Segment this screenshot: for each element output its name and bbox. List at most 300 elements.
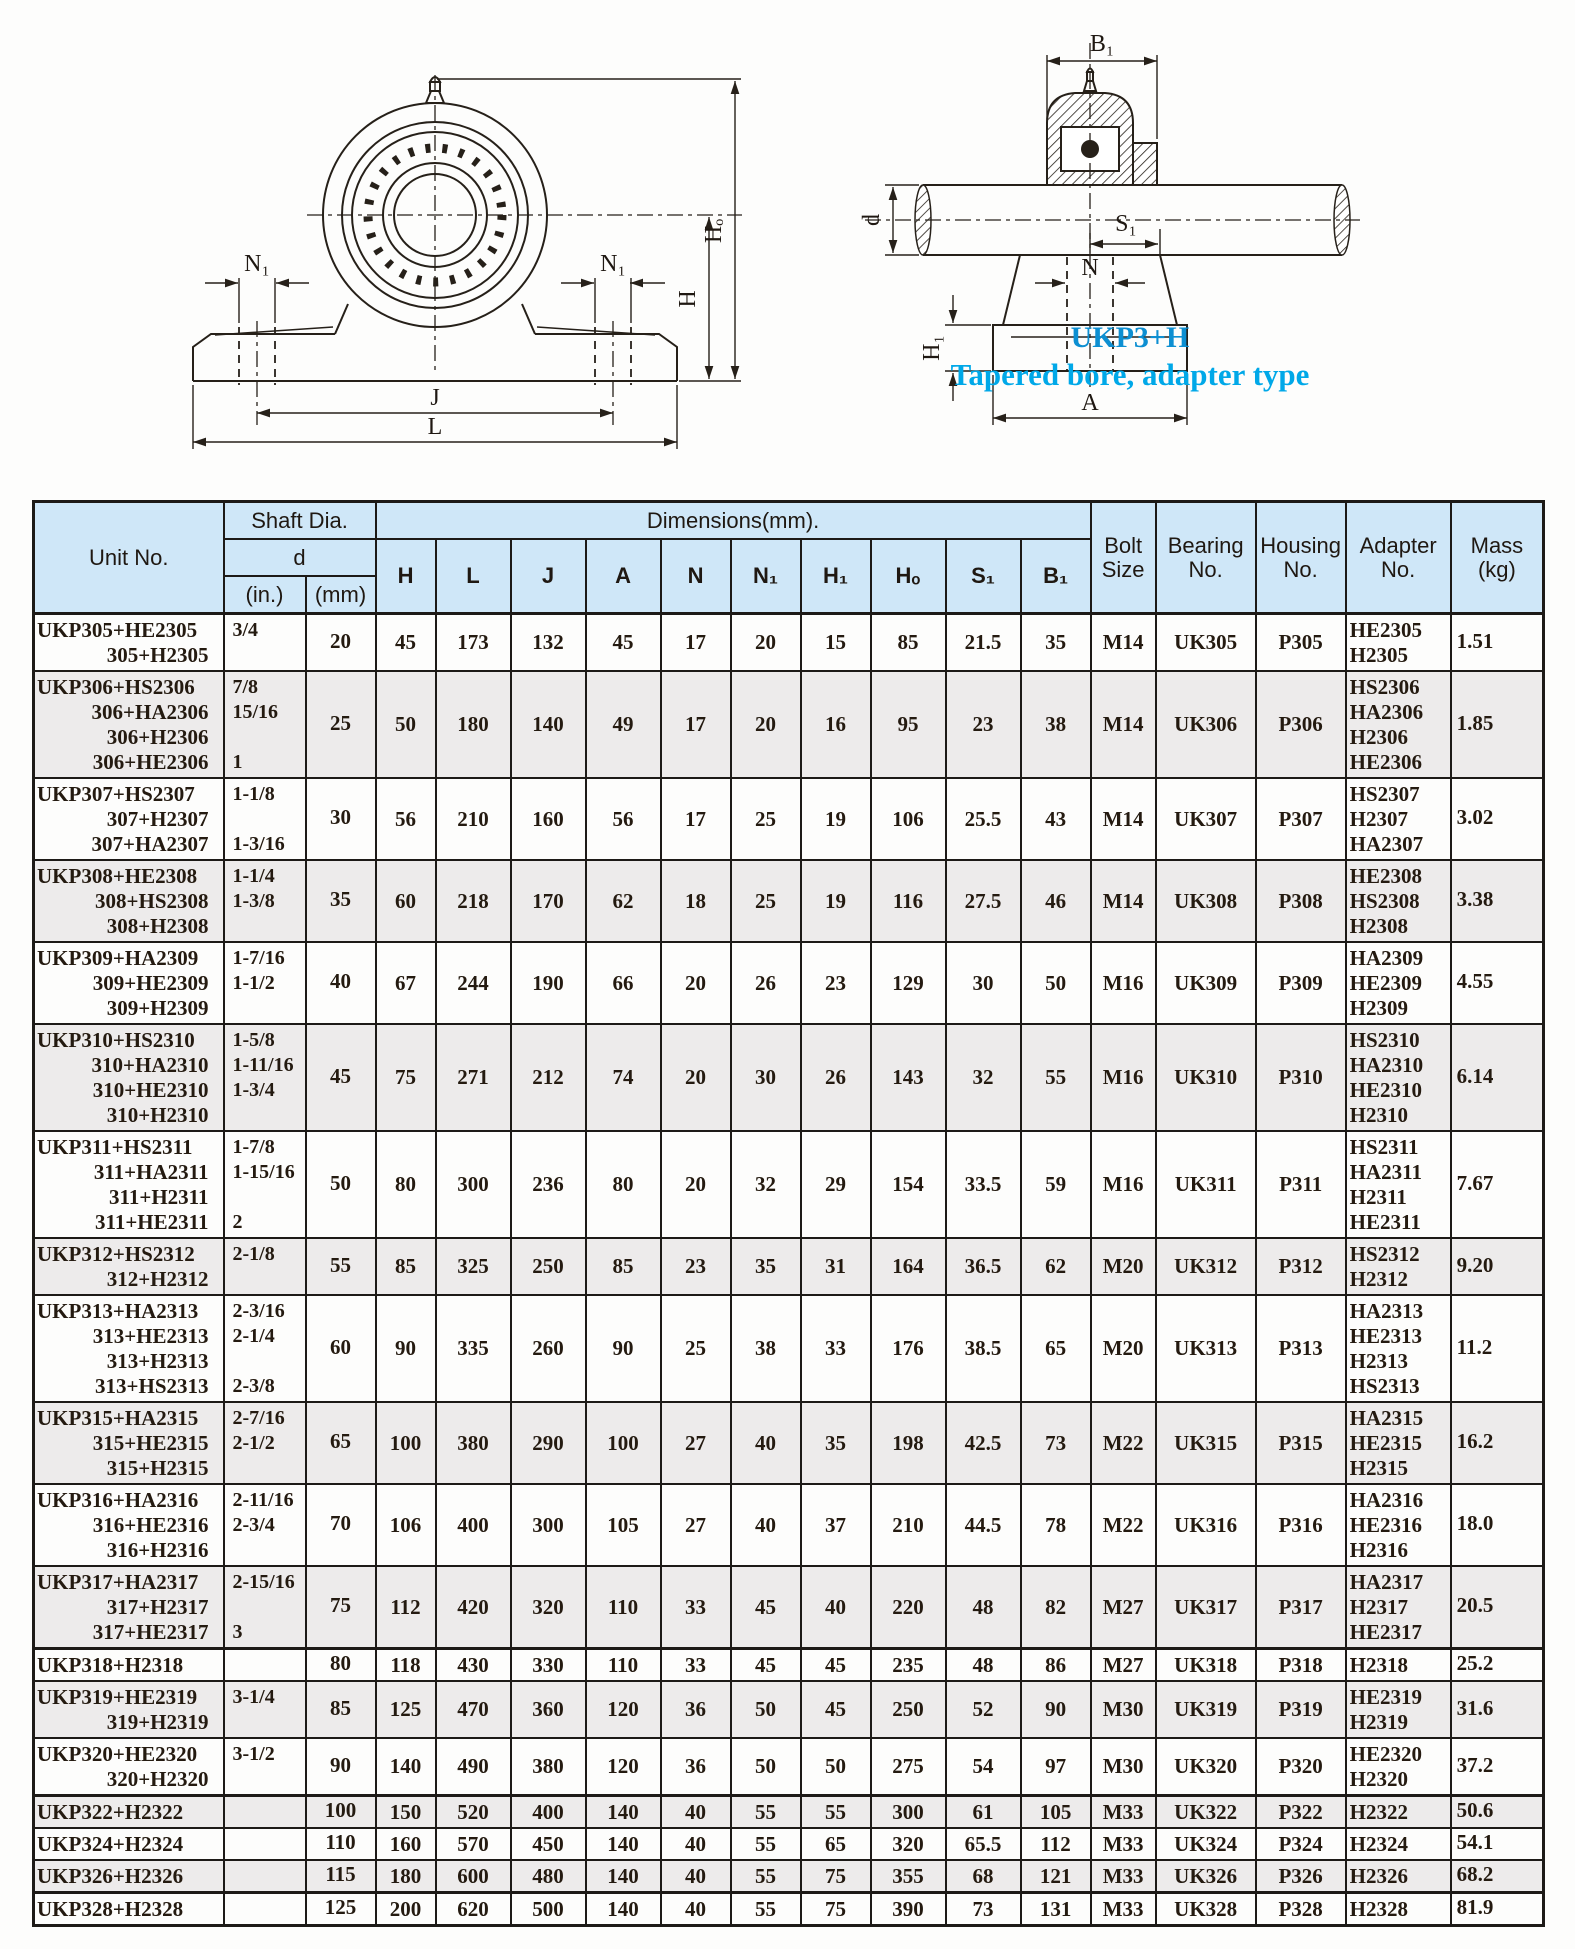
dim-n1-cell: 55: [731, 1796, 801, 1829]
dim-b1-cell: 55: [1021, 1024, 1091, 1131]
shaft-dia-mm-value: 85: [330, 1695, 351, 1720]
shaft-dia-in-cell: [224, 942, 306, 1024]
shaft-dia-in-line: [225, 1185, 305, 1210]
unit-no-cell: [34, 778, 224, 860]
adapter-no-line: HE2310: [1349, 1078, 1422, 1102]
mass-cell: [1451, 1649, 1544, 1682]
adapter-no-line: HA2311: [1349, 1160, 1422, 1184]
dim-n1-cell: 20: [731, 614, 801, 672]
bearing-no-cell: UK319: [1156, 1681, 1256, 1738]
shaft-dia-in-line: [225, 1800, 305, 1825]
dim-h0-cell: 355: [871, 1860, 946, 1893]
shaft-dia-mm-value: 35: [330, 887, 351, 911]
table-body: [34, 614, 1544, 1926]
unit-no-line: UKP315+HA2315: [37, 1406, 199, 1430]
shaft-dia-in-line: 2-3/4: [232, 1514, 275, 1536]
shaft-dia-mm-value: 40: [330, 969, 351, 993]
mass-value: 18.0: [1456, 1511, 1494, 1535]
mass-cell: [1451, 860, 1544, 942]
adapter-no-line: H2308: [1349, 914, 1408, 938]
dim-n-cell: 36: [661, 1681, 731, 1738]
mass-cell: [1451, 614, 1544, 672]
shaft-dia-in-line: 1-1/2: [232, 972, 275, 994]
dim-h1-cell: 15: [801, 614, 871, 672]
header-dim-h0: Hₒ: [871, 539, 946, 614]
shaft-dia-mm-value: 60: [330, 1334, 351, 1359]
dim-l-cell: 470: [436, 1681, 511, 1738]
shaft-dia-mm-cell: [306, 1796, 376, 1829]
mass-cell: [1451, 942, 1544, 1024]
dim-a-cell: 80: [586, 1131, 661, 1238]
unit-no-line: UKP324+H2324: [37, 1832, 184, 1856]
adapter-no-line: HE2305: [1349, 618, 1422, 642]
dim-h0-cell: 210: [871, 1484, 946, 1566]
bolt-size-cell: M22: [1091, 1402, 1156, 1484]
header-unit-no: Unit No.: [34, 502, 224, 614]
dim-n-cell: 20: [661, 1131, 731, 1238]
dimension-lines: [193, 79, 741, 449]
header-dim-l: L: [436, 539, 511, 614]
shaft-dia-in-cell: [224, 614, 306, 672]
shaft-dia-mm-value: 125: [324, 1895, 357, 1919]
unit-no-line: 313+HE2313: [92, 1324, 209, 1348]
dim-n1-cell: 25: [731, 860, 801, 942]
dim-h0-cell: 320: [871, 1828, 946, 1860]
adapter-no-line: HE2317: [1349, 1620, 1422, 1644]
unit-no-line: UKP308+HE2308: [37, 864, 198, 888]
dim-j-cell: 450: [511, 1828, 586, 1860]
adapter-no-line: HA2313: [1349, 1299, 1424, 1323]
shaft-dia-in-cell: [224, 1828, 306, 1860]
bearing-no-cell: UK312: [1156, 1238, 1256, 1295]
unit-no-line: 308+HS2308: [95, 889, 209, 913]
header-dim-h1: H₁: [801, 539, 871, 614]
dim-n1-cell: 35: [731, 1238, 801, 1295]
dimension-table: [32, 500, 1545, 1927]
dim-h0-cell: 220: [871, 1566, 946, 1649]
dim-l-cell: 570: [436, 1828, 511, 1860]
unit-no-line: 317+HE2317: [92, 1620, 209, 1644]
shaft-dia-in-line: [225, 1595, 305, 1620]
dim-j-cell: 140: [511, 671, 586, 778]
header-housing-no: Housing No.: [1256, 502, 1346, 614]
unit-no-line: 316+H2316: [106, 1538, 209, 1562]
shaft-dia-mm-cell: [306, 1024, 376, 1131]
shaft-dia-in-cell: [224, 860, 306, 942]
mass-cell: [1451, 671, 1544, 778]
adapter-no-line: H2316: [1349, 1538, 1408, 1562]
adapter-no-cell: [1346, 1681, 1451, 1738]
unit-no-cell: [34, 1649, 224, 1682]
adapter-no-line: HS2311: [1349, 1135, 1419, 1159]
dim-h1-cell: 45: [801, 1681, 871, 1738]
shaft-dia-in-line: 1-1/4: [232, 865, 275, 887]
mass-value: 50.6: [1456, 1798, 1494, 1822]
dim-j-cell: 190: [511, 942, 586, 1024]
mass-cell: [1451, 1238, 1544, 1295]
header-dim-j: J: [511, 539, 586, 614]
shaft-dia-in-line: 2-11/16: [232, 1489, 294, 1511]
dim-n-cell: 27: [661, 1484, 731, 1566]
unit-no-line: UKP320+HE2320: [37, 1742, 198, 1766]
header-dimensions: Dimensions(mm).: [376, 502, 1091, 540]
dim-n1-cell: 26: [731, 942, 801, 1024]
dim-label-d: d: [859, 214, 885, 226]
shaft-dia-in-line: [225, 1864, 305, 1889]
dim-n1-cell: 20: [731, 671, 801, 778]
dim-label-b1: B₁: [1089, 31, 1115, 57]
adapter-no-line: HA2310: [1349, 1053, 1424, 1077]
adapter-no-cell: [1346, 1238, 1451, 1295]
shaft-dia-in-cell: [224, 1860, 306, 1893]
front-dim-labels: [244, 219, 727, 440]
shaft-dia-mm-cell: [306, 1681, 376, 1738]
shaft-dia-mm-value: 100: [324, 1798, 357, 1822]
dim-a-cell: 90: [586, 1295, 661, 1402]
shaft-dia-in-line: [225, 914, 305, 939]
mass-cell: [1451, 778, 1544, 860]
adapter-no-line: HE2309: [1349, 971, 1422, 995]
dim-n-cell: 33: [661, 1649, 731, 1682]
dim-h-cell: 100: [376, 1402, 436, 1484]
dim-n-cell: 23: [661, 1238, 731, 1295]
table-row: [34, 671, 1544, 778]
shaft-dia-in-line: 1: [232, 751, 243, 773]
dim-l-cell: 380: [436, 1402, 511, 1484]
dim-h0-cell: 275: [871, 1738, 946, 1796]
shaft-dia-mm-cell: [306, 1131, 376, 1238]
dim-j-cell: 320: [511, 1566, 586, 1649]
dim-n-cell: 17: [661, 671, 731, 778]
adapter-no-line: H2324: [1349, 1832, 1408, 1856]
bolt-size-cell: M16: [1091, 942, 1156, 1024]
dim-j-cell: 160: [511, 778, 586, 860]
mass-cell: [1451, 1860, 1544, 1893]
unit-no-line: 309+HE2309: [92, 971, 209, 995]
bearing-no-cell: UK322: [1156, 1796, 1256, 1829]
shaft-dia-in-line: 2-3/8: [232, 1375, 275, 1397]
dim-a-cell: 120: [586, 1681, 661, 1738]
shaft-dia-in-line: [225, 643, 305, 668]
dim-b1-cell: 59: [1021, 1131, 1091, 1238]
mass-value: 7.67: [1456, 1170, 1494, 1195]
dim-a-cell: 66: [586, 942, 661, 1024]
unit-no-line: UKP326+H2326: [37, 1864, 184, 1888]
adapter-no-line: H2326: [1349, 1864, 1408, 1888]
shaft-dia-in-cell: [224, 1738, 306, 1796]
dim-h1-cell: 33: [801, 1295, 871, 1402]
housing-no-cell: P311: [1256, 1131, 1346, 1238]
dim-s1-cell: 32: [946, 1024, 1021, 1131]
shaft-dia-mm-cell: [306, 1238, 376, 1295]
dim-h0-cell: 116: [871, 860, 946, 942]
adapter-no-line: HE2316: [1349, 1513, 1422, 1537]
bolt-size-cell: M30: [1091, 1681, 1156, 1738]
dim-j-cell: 480: [511, 1860, 586, 1893]
dim-j-cell: 290: [511, 1402, 586, 1484]
dim-l-cell: 271: [436, 1024, 511, 1131]
bolt-size-cell: M14: [1091, 614, 1156, 672]
dim-l-cell: 520: [436, 1796, 511, 1829]
header-d: d: [224, 539, 376, 576]
header-shaft-dia: Shaft Dia.: [224, 502, 376, 540]
dim-b1-cell: 97: [1021, 1738, 1091, 1796]
dim-s1-cell: 73: [946, 1893, 1021, 1926]
dim-l-cell: 300: [436, 1131, 511, 1238]
dim-b1-cell: 112: [1021, 1828, 1091, 1860]
dim-s1-cell: 48: [946, 1649, 1021, 1682]
dim-s1-cell: 33.5: [946, 1131, 1021, 1238]
adapter-no-line: H2306: [1349, 725, 1408, 749]
adapter-no-line: HE2315: [1349, 1431, 1422, 1455]
dim-h-cell: 200: [376, 1893, 436, 1926]
dim-label-a: A: [1081, 390, 1099, 416]
unit-no-line: 310+HE2310: [92, 1078, 209, 1102]
dim-s1-cell: 25.5: [946, 778, 1021, 860]
shaft-dia-in-line: 1-7/8: [232, 1136, 275, 1158]
dim-s1-cell: 65.5: [946, 1828, 1021, 1860]
dim-j-cell: 170: [511, 860, 586, 942]
table-row: [34, 860, 1544, 942]
shaft-dia-mm-value: 50: [330, 1170, 351, 1195]
shaft-dia-mm-value: 30: [330, 805, 351, 829]
dim-label-h1: H₁: [919, 335, 945, 361]
adapter-no-cell: [1346, 1796, 1451, 1829]
mass-value: 3.02: [1456, 805, 1494, 829]
unit-no-line: 319+H2319: [106, 1710, 209, 1734]
dim-h1-cell: 19: [801, 778, 871, 860]
dim-l-cell: 620: [436, 1893, 511, 1926]
dim-h-cell: 118: [376, 1649, 436, 1682]
dim-b1-cell: 35: [1021, 614, 1091, 672]
dim-n1-cell: 30: [731, 1024, 801, 1131]
dim-label-h: H: [675, 290, 701, 308]
adapter-no-cell: [1346, 671, 1451, 778]
unit-no-line: 320+H2320: [106, 1767, 209, 1791]
dim-j-cell: 360: [511, 1681, 586, 1738]
shaft-dia-in-line: 2-1/2: [232, 1432, 275, 1454]
housing-no-cell: P308: [1256, 860, 1346, 942]
unit-no-cell: [34, 1828, 224, 1860]
adapter-no-cell: [1346, 1484, 1451, 1566]
shaft-dia-mm-cell: [306, 1738, 376, 1796]
mass-value: 37.2: [1456, 1752, 1494, 1777]
table-row: [34, 1131, 1544, 1238]
bolt-size-cell: M27: [1091, 1566, 1156, 1649]
dim-j-cell: 236: [511, 1131, 586, 1238]
dim-h-cell: 75: [376, 1024, 436, 1131]
adapter-no-line: HA2316: [1349, 1488, 1424, 1512]
dim-n-cell: 18: [661, 860, 731, 942]
dim-n-cell: 20: [661, 942, 731, 1024]
dim-b1-cell: 62: [1021, 1238, 1091, 1295]
dim-j-cell: 212: [511, 1024, 586, 1131]
shaft-dia-in-line: 2-7/16: [232, 1407, 285, 1429]
shaft-dia-in-cell: [224, 778, 306, 860]
dim-h0-cell: 143: [871, 1024, 946, 1131]
table-row: [34, 1681, 1544, 1738]
adapter-no-line: H2313: [1349, 1349, 1408, 1373]
housing-no-cell: P310: [1256, 1024, 1346, 1131]
header-in: (in.): [224, 576, 306, 614]
dim-l-cell: 180: [436, 671, 511, 778]
shaft-dia-in-cell: [224, 1238, 306, 1295]
shaft-dia-in-cell: [224, 1131, 306, 1238]
bolt-size-cell: M14: [1091, 860, 1156, 942]
unit-no-cell: [34, 1131, 224, 1238]
unit-no-line: 313+HS2313: [95, 1374, 209, 1398]
adapter-no-cell: [1346, 1828, 1451, 1860]
dim-h-cell: 80: [376, 1131, 436, 1238]
dim-h0-cell: 176: [871, 1295, 946, 1402]
header-dim-n: N: [661, 539, 731, 614]
unit-no-line: UKP319+HE2319: [37, 1685, 198, 1709]
adapter-no-line: H2305: [1349, 643, 1408, 667]
unit-no-cell: [34, 942, 224, 1024]
shaft-dia-in-line: [225, 1267, 305, 1292]
shaft-dia-mm-value: 65: [330, 1429, 351, 1453]
shaft-dia-in-line: 7/8: [232, 676, 259, 698]
front-view-drawing: [135, 35, 775, 495]
dim-a-cell: 140: [586, 1893, 661, 1926]
shaft-dia-in-line: 1-3/4: [232, 1079, 275, 1101]
table-row: [34, 1295, 1544, 1402]
adapter-no-cell: [1346, 1295, 1451, 1402]
dim-a-cell: 110: [586, 1649, 661, 1682]
shaft-dia-mm-value: 45: [330, 1063, 351, 1088]
dim-h-cell: 67: [376, 942, 436, 1024]
table-header: [34, 502, 1544, 614]
shaft-dia-in-line: 1-3/16: [232, 833, 285, 855]
bolt-size-cell: M16: [1091, 1024, 1156, 1131]
table-row: [34, 1402, 1544, 1484]
shaft-dia-in-cell: [224, 1402, 306, 1484]
dim-b1-cell: 86: [1021, 1649, 1091, 1682]
series-model: UKP3+H: [1070, 321, 1190, 354]
dim-n1-cell: 50: [731, 1681, 801, 1738]
mass-cell: [1451, 1828, 1544, 1860]
unit-no-line: 308+H2308: [106, 914, 209, 938]
unit-no-line: UKP311+HS2311: [37, 1135, 193, 1159]
housing-no-cell: P316: [1256, 1484, 1346, 1566]
header-dim-n1: N₁: [731, 539, 801, 614]
shaft-dia-mm-cell: [306, 614, 376, 672]
adapter-no-line: HA2306: [1349, 700, 1424, 724]
header-dim-h: H: [376, 539, 436, 614]
dim-h1-cell: 31: [801, 1238, 871, 1295]
bolt-size-cell: M33: [1091, 1893, 1156, 1926]
dim-b1-cell: 46: [1021, 860, 1091, 942]
bolt-size-cell: M20: [1091, 1238, 1156, 1295]
adapter-no-line: H2315: [1349, 1456, 1408, 1480]
adapter-no-cell: [1346, 942, 1451, 1024]
mass-cell: [1451, 1796, 1544, 1829]
dim-h1-cell: 26: [801, 1024, 871, 1131]
mass-cell: [1451, 1738, 1544, 1796]
unit-no-line: 307+H2307: [106, 807, 209, 831]
dim-h0-cell: 85: [871, 614, 946, 672]
table-row: [34, 614, 1544, 672]
dim-b1-cell: 82: [1021, 1566, 1091, 1649]
table-row: [34, 1893, 1544, 1926]
dim-h0-cell: 390: [871, 1893, 946, 1926]
adapter-no-line: HA2315: [1349, 1406, 1424, 1430]
dim-a-cell: 110: [586, 1566, 661, 1649]
unit-no-cell: [34, 860, 224, 942]
unit-no-line: 310+HA2310: [91, 1053, 209, 1077]
dim-n-cell: 40: [661, 1860, 731, 1893]
housing-no-cell: P305: [1256, 614, 1346, 672]
dim-n-cell: 17: [661, 614, 731, 672]
dim-a-cell: 140: [586, 1828, 661, 1860]
adapter-no-line: HS2306: [1349, 675, 1420, 699]
adapter-no-cell: [1346, 1649, 1451, 1682]
dim-h-cell: 180: [376, 1860, 436, 1893]
dim-l-cell: 420: [436, 1566, 511, 1649]
adapter-no-line: H2309: [1349, 996, 1408, 1020]
dim-b1-cell: 121: [1021, 1860, 1091, 1893]
table-row: [34, 1238, 1544, 1295]
dim-n-cell: 36: [661, 1738, 731, 1796]
center-lines: [257, 75, 742, 425]
unit-no-line: 310+H2310: [106, 1103, 209, 1127]
dim-n-cell: 20: [661, 1024, 731, 1131]
adapter-no-cell: [1346, 1893, 1451, 1926]
unit-no-line: UKP317+HA2317: [37, 1570, 199, 1594]
shaft-dia-mm-value: 110: [325, 1830, 356, 1854]
adapter-no-line: HS2307: [1349, 782, 1420, 806]
dim-l-cell: 335: [436, 1295, 511, 1402]
adapter-no-line: HA2309: [1349, 946, 1424, 970]
unit-no-cell: [34, 1024, 224, 1131]
shaft-dia-in-line: [225, 1897, 305, 1922]
dim-s1-cell: 44.5: [946, 1484, 1021, 1566]
shaft-dia-mm-cell: [306, 942, 376, 1024]
dim-h1-cell: 50: [801, 1738, 871, 1796]
dim-b1-cell: 90: [1021, 1681, 1091, 1738]
mass-value: 11.2: [1456, 1334, 1493, 1359]
mass-value: 68.2: [1456, 1862, 1494, 1886]
adapter-no-cell: [1346, 1860, 1451, 1893]
header-bolt-size: Bolt Size: [1091, 502, 1156, 614]
housing-no-cell: P317: [1256, 1566, 1346, 1649]
dim-n1-cell: 55: [731, 1860, 801, 1893]
technical-drawings: [0, 0, 1575, 500]
dim-n-cell: 33: [661, 1566, 731, 1649]
dim-h1-cell: 75: [801, 1893, 871, 1926]
dim-h1-cell: 40: [801, 1566, 871, 1649]
dim-b1-cell: 78: [1021, 1484, 1091, 1566]
bolt-size-cell: M30: [1091, 1738, 1156, 1796]
dim-label-j: J: [430, 385, 440, 411]
dim-h1-cell: 19: [801, 860, 871, 942]
shaft-dia-in-line: [225, 1710, 305, 1735]
dim-b1-cell: 73: [1021, 1402, 1091, 1484]
shaft-dia-mm-value: 20: [330, 628, 351, 653]
dim-h1-cell: 75: [801, 1860, 871, 1893]
dim-l-cell: 600: [436, 1860, 511, 1893]
adapter-no-line: H2328: [1349, 1897, 1408, 1921]
unit-no-cell: [34, 1681, 224, 1738]
adapter-no-line: HS2312: [1349, 1242, 1420, 1266]
dim-a-cell: 120: [586, 1738, 661, 1796]
unit-no-line: UKP313+HA2313: [37, 1299, 199, 1323]
housing-no-cell: P320: [1256, 1738, 1346, 1796]
shaft-dia-in-line: 1-5/8: [232, 1029, 275, 1051]
shaft-dia-mm-value: 25: [330, 710, 351, 735]
shaft-dia-in-cell: [224, 1893, 306, 1926]
mass-value: 4.55: [1456, 969, 1494, 993]
